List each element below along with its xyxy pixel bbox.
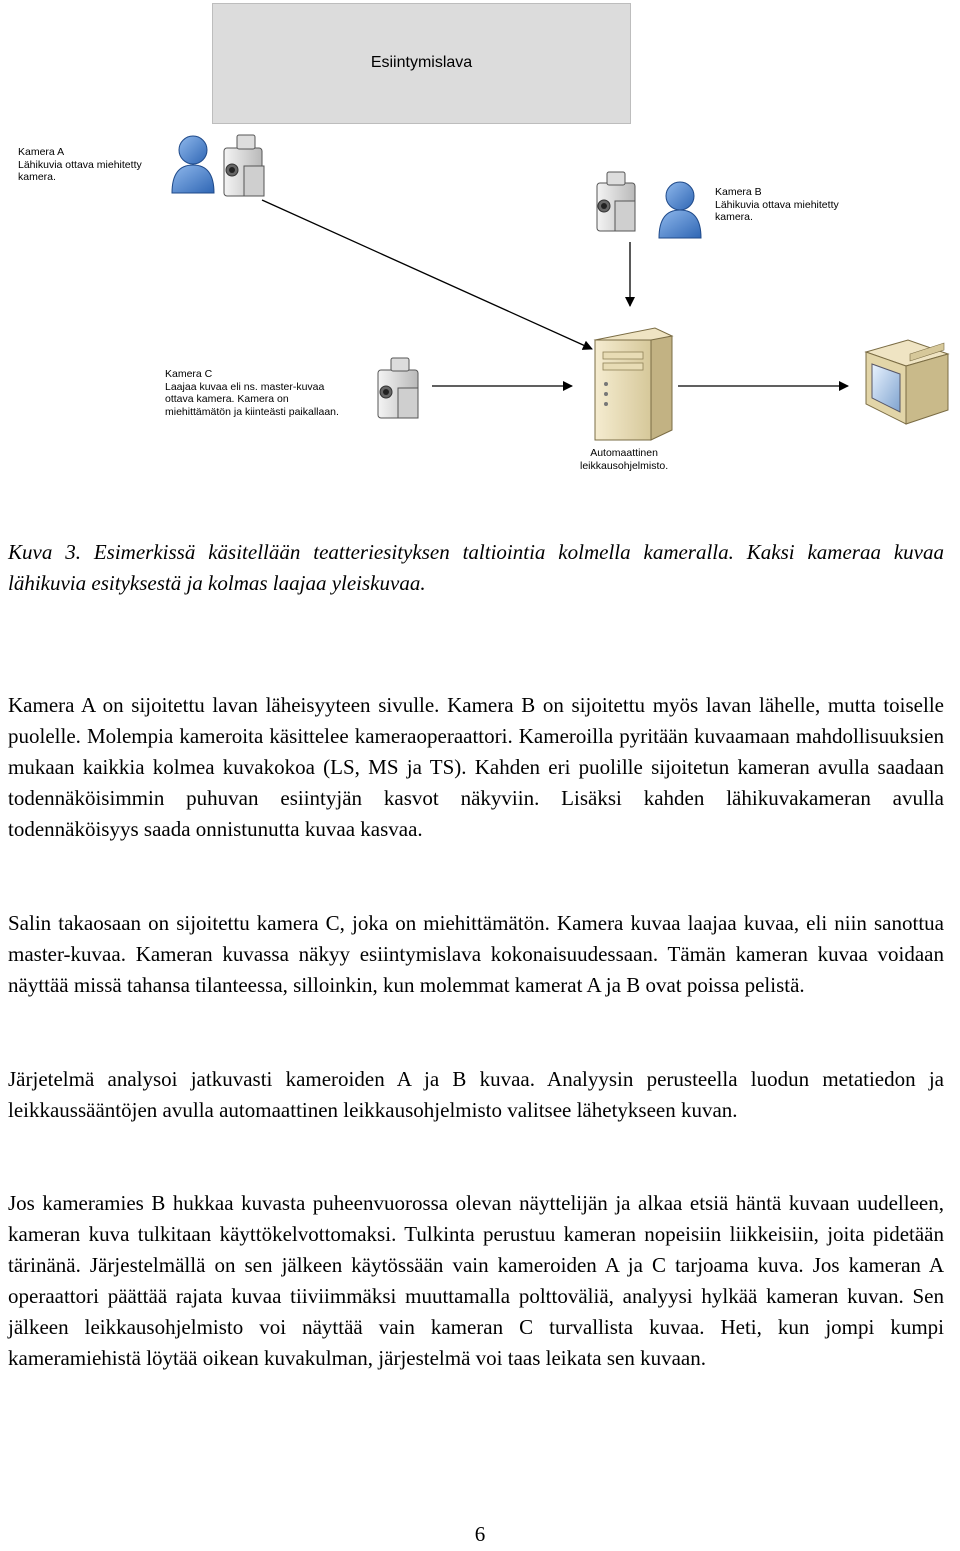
page-number: 6 <box>474 1522 486 1546</box>
camera-a-label: Kamera A Lähikuvia ottava miehitetty kamera. <box>18 146 142 183</box>
editor-label: Automaattinen leikkausohjelmisto. <box>580 447 669 472</box>
figure-caption: Kuva 3. Esimerkissä käsitellään teatteriesityksen taltiointia kolmella kameralla. Kaksi kameraa kuvaa lähikuvia esityksestä ja kolmas laajaa yleiskuvaa. <box>8 540 944 595</box>
stage-label: Esiintymislava <box>370 54 473 71</box>
camera-a-operator-icon <box>172 136 214 193</box>
camera-b-icon <box>597 172 635 231</box>
paragraph-3: Järjetelmä analysoi jatkuvasti kameroiden A ja B kuvaa. Analyysin perusteella luodun metatiedon ja leikkaussääntöjen avulla automaattinen leikkausohjelmisto valitsee lähetykseen kuvan. <box>8 1067 944 1122</box>
camera-c-label: Kamera C Laajaa kuvaa eli ns. master-kuvaa ottava kamera. Kamera on miehittämätön ja kiinteästi paikallaan. <box>165 368 339 418</box>
paragraph-2: Salin takaosaan on sijoitettu kamera C, joka on miehittämätön. Kamera kuvaa laajaa kuvaa, eli niin sanottua master-kuvaa. Kameran kuvassa näkyy esiintymislava kokonaisuudessaan. Tämän kameran kuvaa voidaan näyttää missä tahansa tilanteessa, silloinkin, kun molemmat kamerat A ja B ovat poissa pelistä. <box>8 911 944 997</box>
camera-b-operator-icon <box>659 182 701 238</box>
camera-c-icon <box>378 358 418 418</box>
paragraph-1: Kamera A on sijoitettu lavan läheisyyteen sivulle. Kamera B on sijoitettu myös lavan lähelle, mutta toiselle puolelle. Molempia kameroita käsittelee kameraoperaattori. Kameroilla pyritään kuvaamaan mahdollisuuksien mukaan kaikkia kolmea kuvakokoa (LS, MS ja TS). Kahden eri puolille sijoitetun kameran avulla saadaan todennäköisimmin puhuvan esiintyjän kasvot näkyviin. Lisäksi kahden lähikuvakameran avulla todennäköisyys saada onnistunutta kuvaa kasvaa. <box>8 693 944 841</box>
server-icon <box>595 328 672 440</box>
monitor-icon <box>866 340 948 424</box>
arrow-camera-a <box>262 200 592 349</box>
camera-a-icon <box>224 135 264 196</box>
diagram-graphics <box>0 0 960 480</box>
camera-b-label: Kamera B Lähikuvia ottava miehitetty kamera. <box>715 186 839 223</box>
paragraph-4: Jos kameramies B hukkaa kuvasta puheenvuorossa olevan näyttelijän ja alkaa etsiä häntä kuvaan uudelleen, kameran kuva tulkitaan käyttökelvottomaksi. Tulkinta perustuu kameran nopeisiin liikkeisiin, joita pidetään tärinänä. Järjestelmällä on sen jälkeen käytössään vain kameroiden A ja C tarjoama kuva. Jos kameran A operaattori päättää rajata kuvaa tiiviimmäksi muuttamalla polttoväliä, analyysi hylkää kameran kuvan. Sen jälkeen leikkausohjelmisto voi näyttää vain kameran C turvallista kuvaa. Heti, kun jompi kumpi kameramiehistä löytää oikean kuvakulman, järjestelmä voi taas leikata sen kuvaan. <box>8 1191 944 1370</box>
